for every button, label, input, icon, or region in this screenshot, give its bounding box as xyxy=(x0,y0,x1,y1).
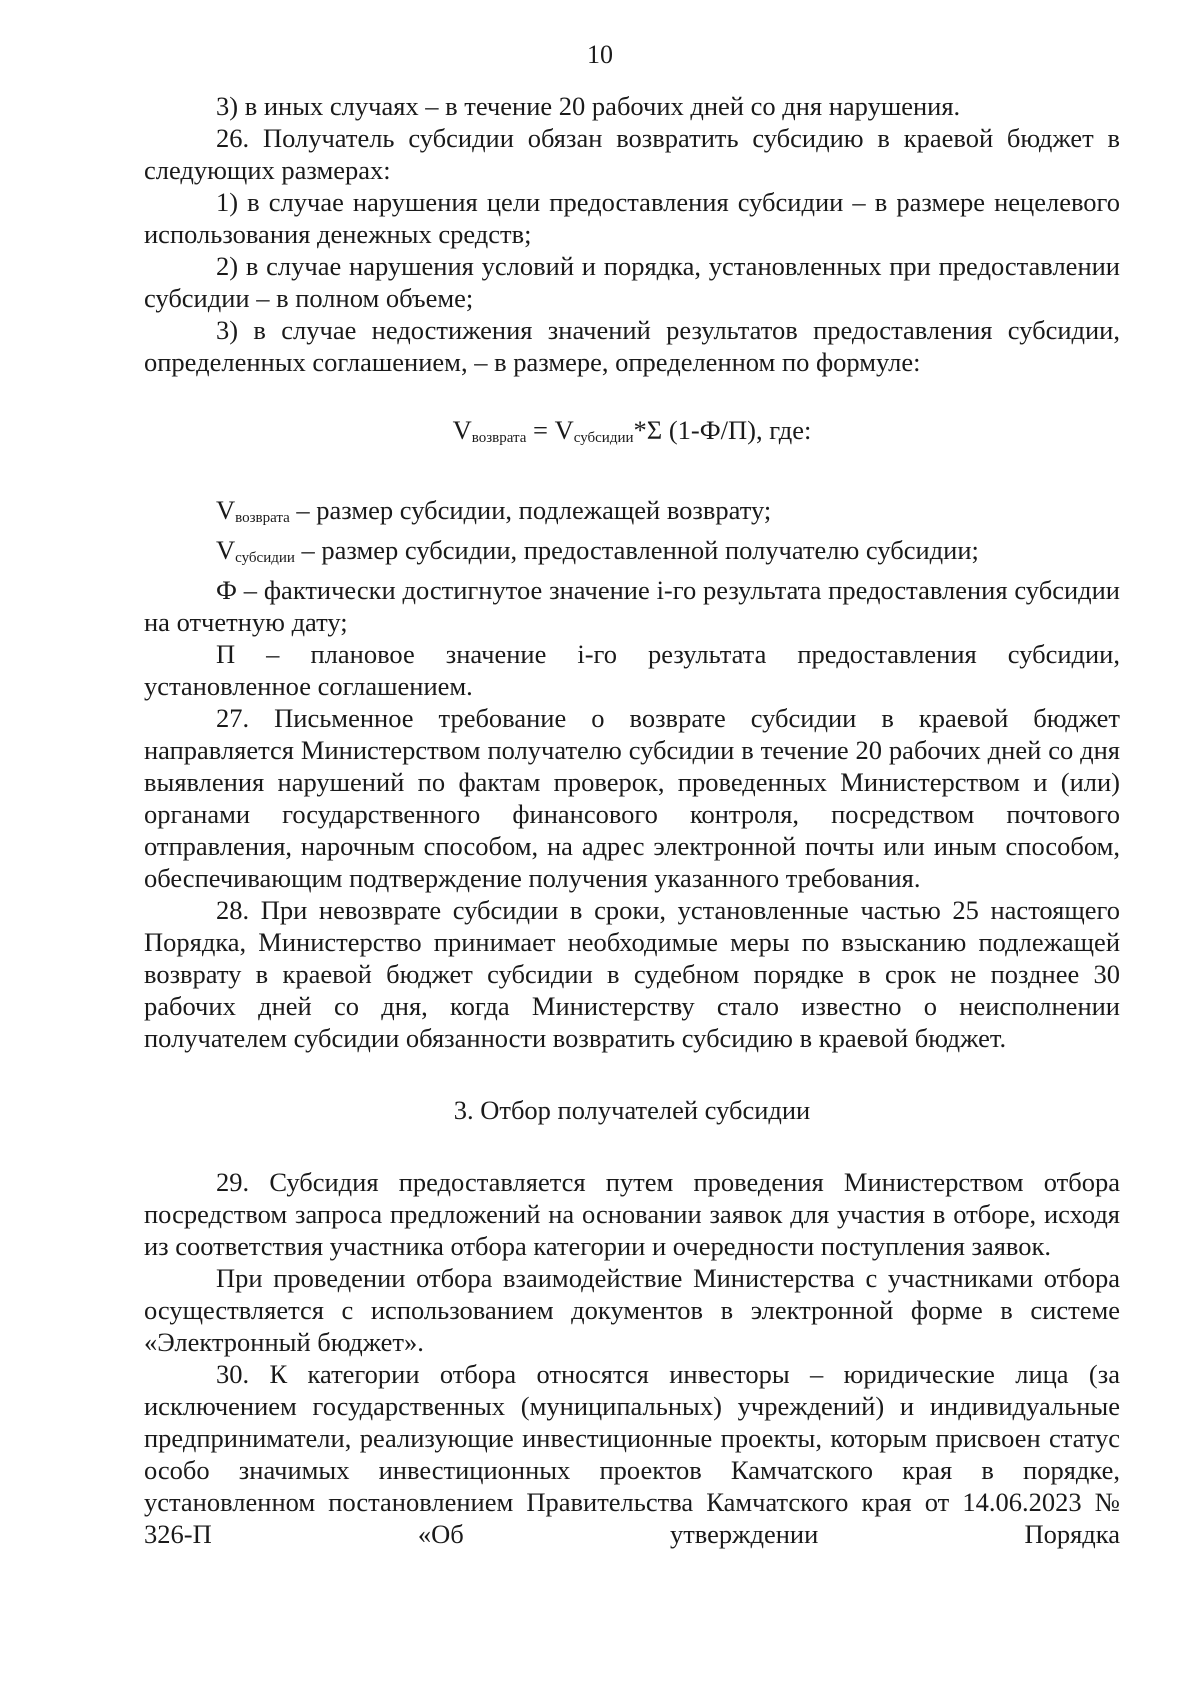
definition-v-return xyxy=(144,494,1120,534)
paragraph-26-1: 1) в случае нарушения цели предоставления субсидии – в размере нецелевого использования денежных средств; xyxy=(144,187,1120,249)
formula-v2: V xyxy=(554,415,574,445)
paragraph-28: 28. При невозврате субсидии в сроки, установленные частью 25 настоящего Порядка, Министерство принимает необходимые меры по взысканию подлежащей возврату в краевой бюджет субсидии в судебном порядке в срок не позднее 30 рабочих дней со дня, когда Министерству стало известно о неисполнении получателем субсидии обязанности возвратить субсидию в краевой бюджет. xyxy=(144,895,1120,1053)
document-body xyxy=(144,90,1120,1550)
def2-text: – размер субсидии, предоставленной получателю субсидии; xyxy=(294,535,979,565)
paragraph-29: 29. Субсидия предоставляется путем проведения Министерством отбора посредством запроса предложений на основании заявок для участия в отборе, исходя из соответствия участника отбора категории и очередности поступления заявок. xyxy=(144,1167,1120,1261)
definition-p: П – плановое значение i-го результата предоставления субсидии, установленное соглашением. xyxy=(144,639,1120,701)
def1-v: V xyxy=(216,495,236,525)
paragraph-26: 26. Получатель субсидии обязан возвратить субсидию в краевой бюджет в следующих размерах: xyxy=(144,123,1120,185)
page-number: 10 xyxy=(587,40,613,69)
paragraph-26-3: 3) в случае недостижения значений результатов предоставления субсидии, определенных соглашением, – в размере, определенном по формуле: xyxy=(144,315,1120,377)
paragraph-30: 30. К категории отбора относятся инвесторы – юридические лица (за исключением государственных (муниципальных) учреждений) и индивидуальные предприниматели, реализующие инвестиционные проекты, которым присвоен статус особо значимых инвестиционных проектов Камчатского края в порядке, установленном постановлением Правительства Камчатского края от 14.06.2023 № 326-П «Об утверждении Порядка xyxy=(144,1359,1120,1549)
def1-sub: возврата xyxy=(235,510,290,526)
section-3-heading: 3. Отбор получателей субсидии xyxy=(453,1095,811,1125)
paragraph-26-2: 2) в случае нарушения условий и порядка, установленных при предоставлении субсидии – в полном объеме; xyxy=(144,251,1120,313)
return-formula xyxy=(144,414,1120,454)
definition-v-subsidy xyxy=(144,534,1120,574)
definition-f: Ф – фактически достигнутое значение i-го результата предоставления субсидии на отчетную дату; xyxy=(144,575,1120,637)
def1-text: – размер субсидии, подлежащей возврату; xyxy=(289,495,772,525)
formula-v1: V xyxy=(452,415,472,445)
paragraph-25-3: 3) в иных случаях – в течение 20 рабочих дней со дня нарушения. xyxy=(216,91,961,121)
formula-sub-return: возврата xyxy=(471,430,527,446)
formula-rest: *Σ (1-Ф/П), где: xyxy=(633,415,812,445)
def2-v: V xyxy=(216,535,236,565)
formula-sub-subsidy: субсидии xyxy=(573,430,634,446)
formula-eq: = xyxy=(526,415,555,445)
def2-sub: субсидии xyxy=(235,550,295,566)
paragraph-27: 27. Письменное требование о возврате субсидии в краевой бюджет направляется Министерством получателю субсидии в течение 20 рабочих дней со дня выявления нарушений по фактам проверок, проведенных Министерством и (или) органами государственного финансового контроля, посредством почтового отправления, нарочным способом, на адрес электронной почты или иным способом, обеспечивающим подтверждение получения указанного требования. xyxy=(144,703,1120,893)
paragraph-29-b: При проведении отбора взаимодействие Министерства с участниками отбора осуществляется с использованием документов в электронной форме в системе «Электронный бюджет». xyxy=(144,1263,1120,1357)
